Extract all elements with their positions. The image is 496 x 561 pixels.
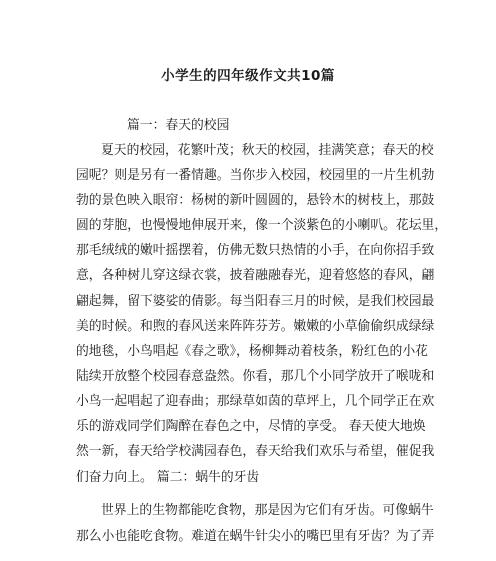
body-line: 的地毯，小鸟唱起《春之歌》，杨柳舞动着枝条，粉红色的小花: [76, 344, 428, 359]
section-heading-2-line: 们奋力向上。 篇二：蜗牛的牙齿: [76, 470, 260, 485]
body-line: 那毛绒绒的嫩叶摇摆着，仿佛无数只热情的小手，在向你招手致: [76, 243, 435, 258]
body-line: 勃的景色映入眼帘：杨树的新叶圆圆的，悬铃木的树枝上，那鼓: [76, 193, 435, 208]
body-line: 那么小也能吃食物。难道在蜗牛针尖小的嘴巴里有牙齿？为了弄: [76, 529, 435, 544]
body-line: 陆续开放整个校园春意盎然。你看，那几个小同学放开了喉咙和: [76, 369, 435, 384]
body-line: 然一新，春天给学校满园春色，春天给我们欢乐与希望，催促我: [76, 444, 435, 459]
body-line: 翩起舞，留下婆娑的倩影。每当阳春三月的时候，是我们校园最: [76, 294, 435, 309]
body-line: 世界上的生物都能吃食物，那是因为它们有牙齿。可像蜗牛: [101, 503, 434, 518]
body-line: 小鸟一起唱起了迎春曲；那绿草如茵的草坪上，几个同学正在欢: [76, 394, 435, 409]
body-line: 圆的芽胞，也慢慢地伸展开来，像一个淡紫色的小喇叭。花坛里，: [76, 218, 448, 233]
body-line: 美的时候。和煦的春风送来阵阵芬芳。嫩嫩的小草偷偷织成绿绿: [76, 319, 435, 334]
body-line: 乐的游戏同学们陶醉在春色之中，尽情的享受。 春天使大地焕: [76, 419, 426, 434]
body-line: 园呢？则是另有一番情趣。当你步入校园，校园里的一片生机勃: [76, 168, 435, 183]
body-line: 意，各种树儿穿这绿衣裳，披着融融春光，迎着悠悠的春风，翩: [76, 268, 435, 283]
body-line: 夏天的校园，花繁叶茂；秋天的校园，挂满笑意；春天的校: [101, 143, 434, 158]
section-heading-1: 篇一：春天的校园: [127, 118, 230, 133]
document-title: 小学生的四年级作文共10篇: [161, 68, 335, 84]
